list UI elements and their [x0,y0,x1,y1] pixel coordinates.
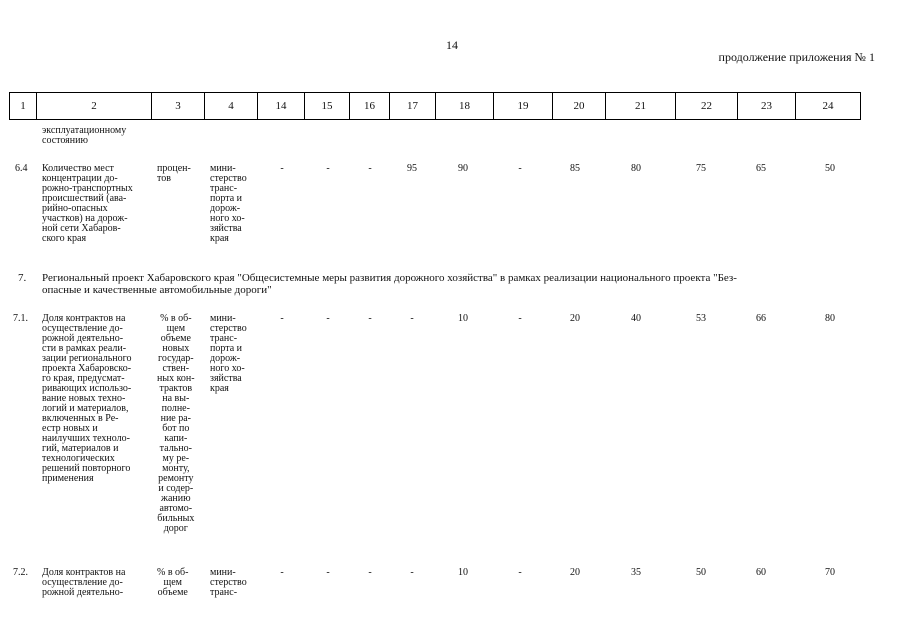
header-col-21: 21 [606,92,676,120]
header-col-3: 3 [152,92,205,120]
header-col-19: 19 [494,92,553,120]
header-col-17: 17 [390,92,436,120]
table-header [9,92,861,120]
header-col-14: 14 [258,92,305,120]
continuation-text: эксплуатационному состоянию [42,125,127,146]
row-6-4-val-19: - [518,163,522,174]
row-7-2-val-24: 70 [825,567,835,578]
row-7-2-val-23: 60 [756,567,766,578]
row-7-1-val-15: - [326,313,330,324]
section-7-num: 7. [18,272,27,284]
row-7-1-name: Доля контрактов на осуществление до- рожной деятельно- сти в рамках реали- зации регионального проекта Хабаровско- го края, предусмат- ривающих использо- вание новых техно- логий и материалов, включенных в Ре- естр новых и наилучших техноло- гий, материалов и технологических решений повторного применения [42,313,132,484]
row-7-2-val-19: - [518,567,522,578]
header-col-20: 20 [553,92,606,120]
row-7-2-name: Доля контрактов на осуществление до- рожной деятельно- [42,567,126,598]
row-7-1-val-16: - [368,313,372,324]
row-7-2-val-21: 35 [631,567,641,578]
row-7-1-num: 7.1. [13,313,28,324]
header-col-24: 24 [796,92,861,120]
row-7-2-val-17: - [410,567,414,578]
row-7-1-val-18: 10 [458,313,468,324]
section-7-title: Региональный проект Хабаровского края "Общесистемные меры развития дорожного хозяйства" в рамках реализации национального проекта "Без- опасные и качественные автомобильные дороги" [42,272,737,296]
header-col-4: 4 [205,92,258,120]
header-col-2: 2 [37,92,152,120]
row-7-1-unit: % в об- щем объеме новых государ- ствен- ных кон- трактов на вы- полне- ние ра- бот по капи- тально- му ре- монту, ремонту и содер- жанию автомо- бильных дорог [157,313,195,534]
row-7-1-val-20: 20 [570,313,580,324]
row-6-4-val-24: 50 [825,163,835,174]
row-6-4-val-23: 65 [756,163,766,174]
row-7-1-val-23: 66 [756,313,766,324]
row-7-2-val-20: 20 [570,567,580,578]
row-7-2-val-15: - [326,567,330,578]
row-6-4-val-14: - [280,163,284,174]
page-number: 14 [446,38,458,52]
row-6-4-responsible: мини- стерство транс- порта и дорож- ного хо- зяйства края [210,163,247,244]
row-6-4-val-20: 85 [570,163,580,174]
row-7-1-val-24: 80 [825,313,835,324]
row-7-1-val-22: 53 [696,313,706,324]
row-6-4-val-15: - [326,163,330,174]
row-6-4-val-17: 95 [407,163,417,174]
row-7-1-val-14: - [280,313,284,324]
row-6-4-val-21: 80 [631,163,641,174]
row-7-1-val-21: 40 [631,313,641,324]
header-col-23: 23 [738,92,796,120]
header-col-1: 1 [9,92,37,120]
row-6-4-num: 6.4 [15,163,28,174]
row-7-2-responsible: мини- стерство транс- [210,567,247,598]
header-col-15: 15 [305,92,350,120]
row-7-2-unit: % в об- щем объеме [157,567,189,598]
appendix-note: продолжение приложения № 1 [718,50,875,64]
row-7-2-val-14: - [280,567,284,578]
row-6-4-unit: процен- тов [157,163,191,184]
header-col-22: 22 [676,92,738,120]
row-6-4-val-18: 90 [458,163,468,174]
row-7-2-val-22: 50 [696,567,706,578]
row-7-1-val-19: - [518,313,522,324]
row-7-2-val-16: - [368,567,372,578]
row-7-2-num: 7.2. [13,567,28,578]
header-col-18: 18 [436,92,494,120]
row-6-4-val-16: - [368,163,372,174]
header-col-16: 16 [350,92,390,120]
row-6-4-name: Количество мест концентрации до- рожно-транспортных происшествий (ава- рийно-опасных участков) на дорож- ной сети Хабаров- ского края [42,163,133,244]
row-7-1-responsible: мини- стерство транс- порта и дорож- ного хо- зяйства края [210,313,247,394]
row-6-4-val-22: 75 [696,163,706,174]
row-7-2-val-18: 10 [458,567,468,578]
row-7-1-val-17: - [410,313,414,324]
